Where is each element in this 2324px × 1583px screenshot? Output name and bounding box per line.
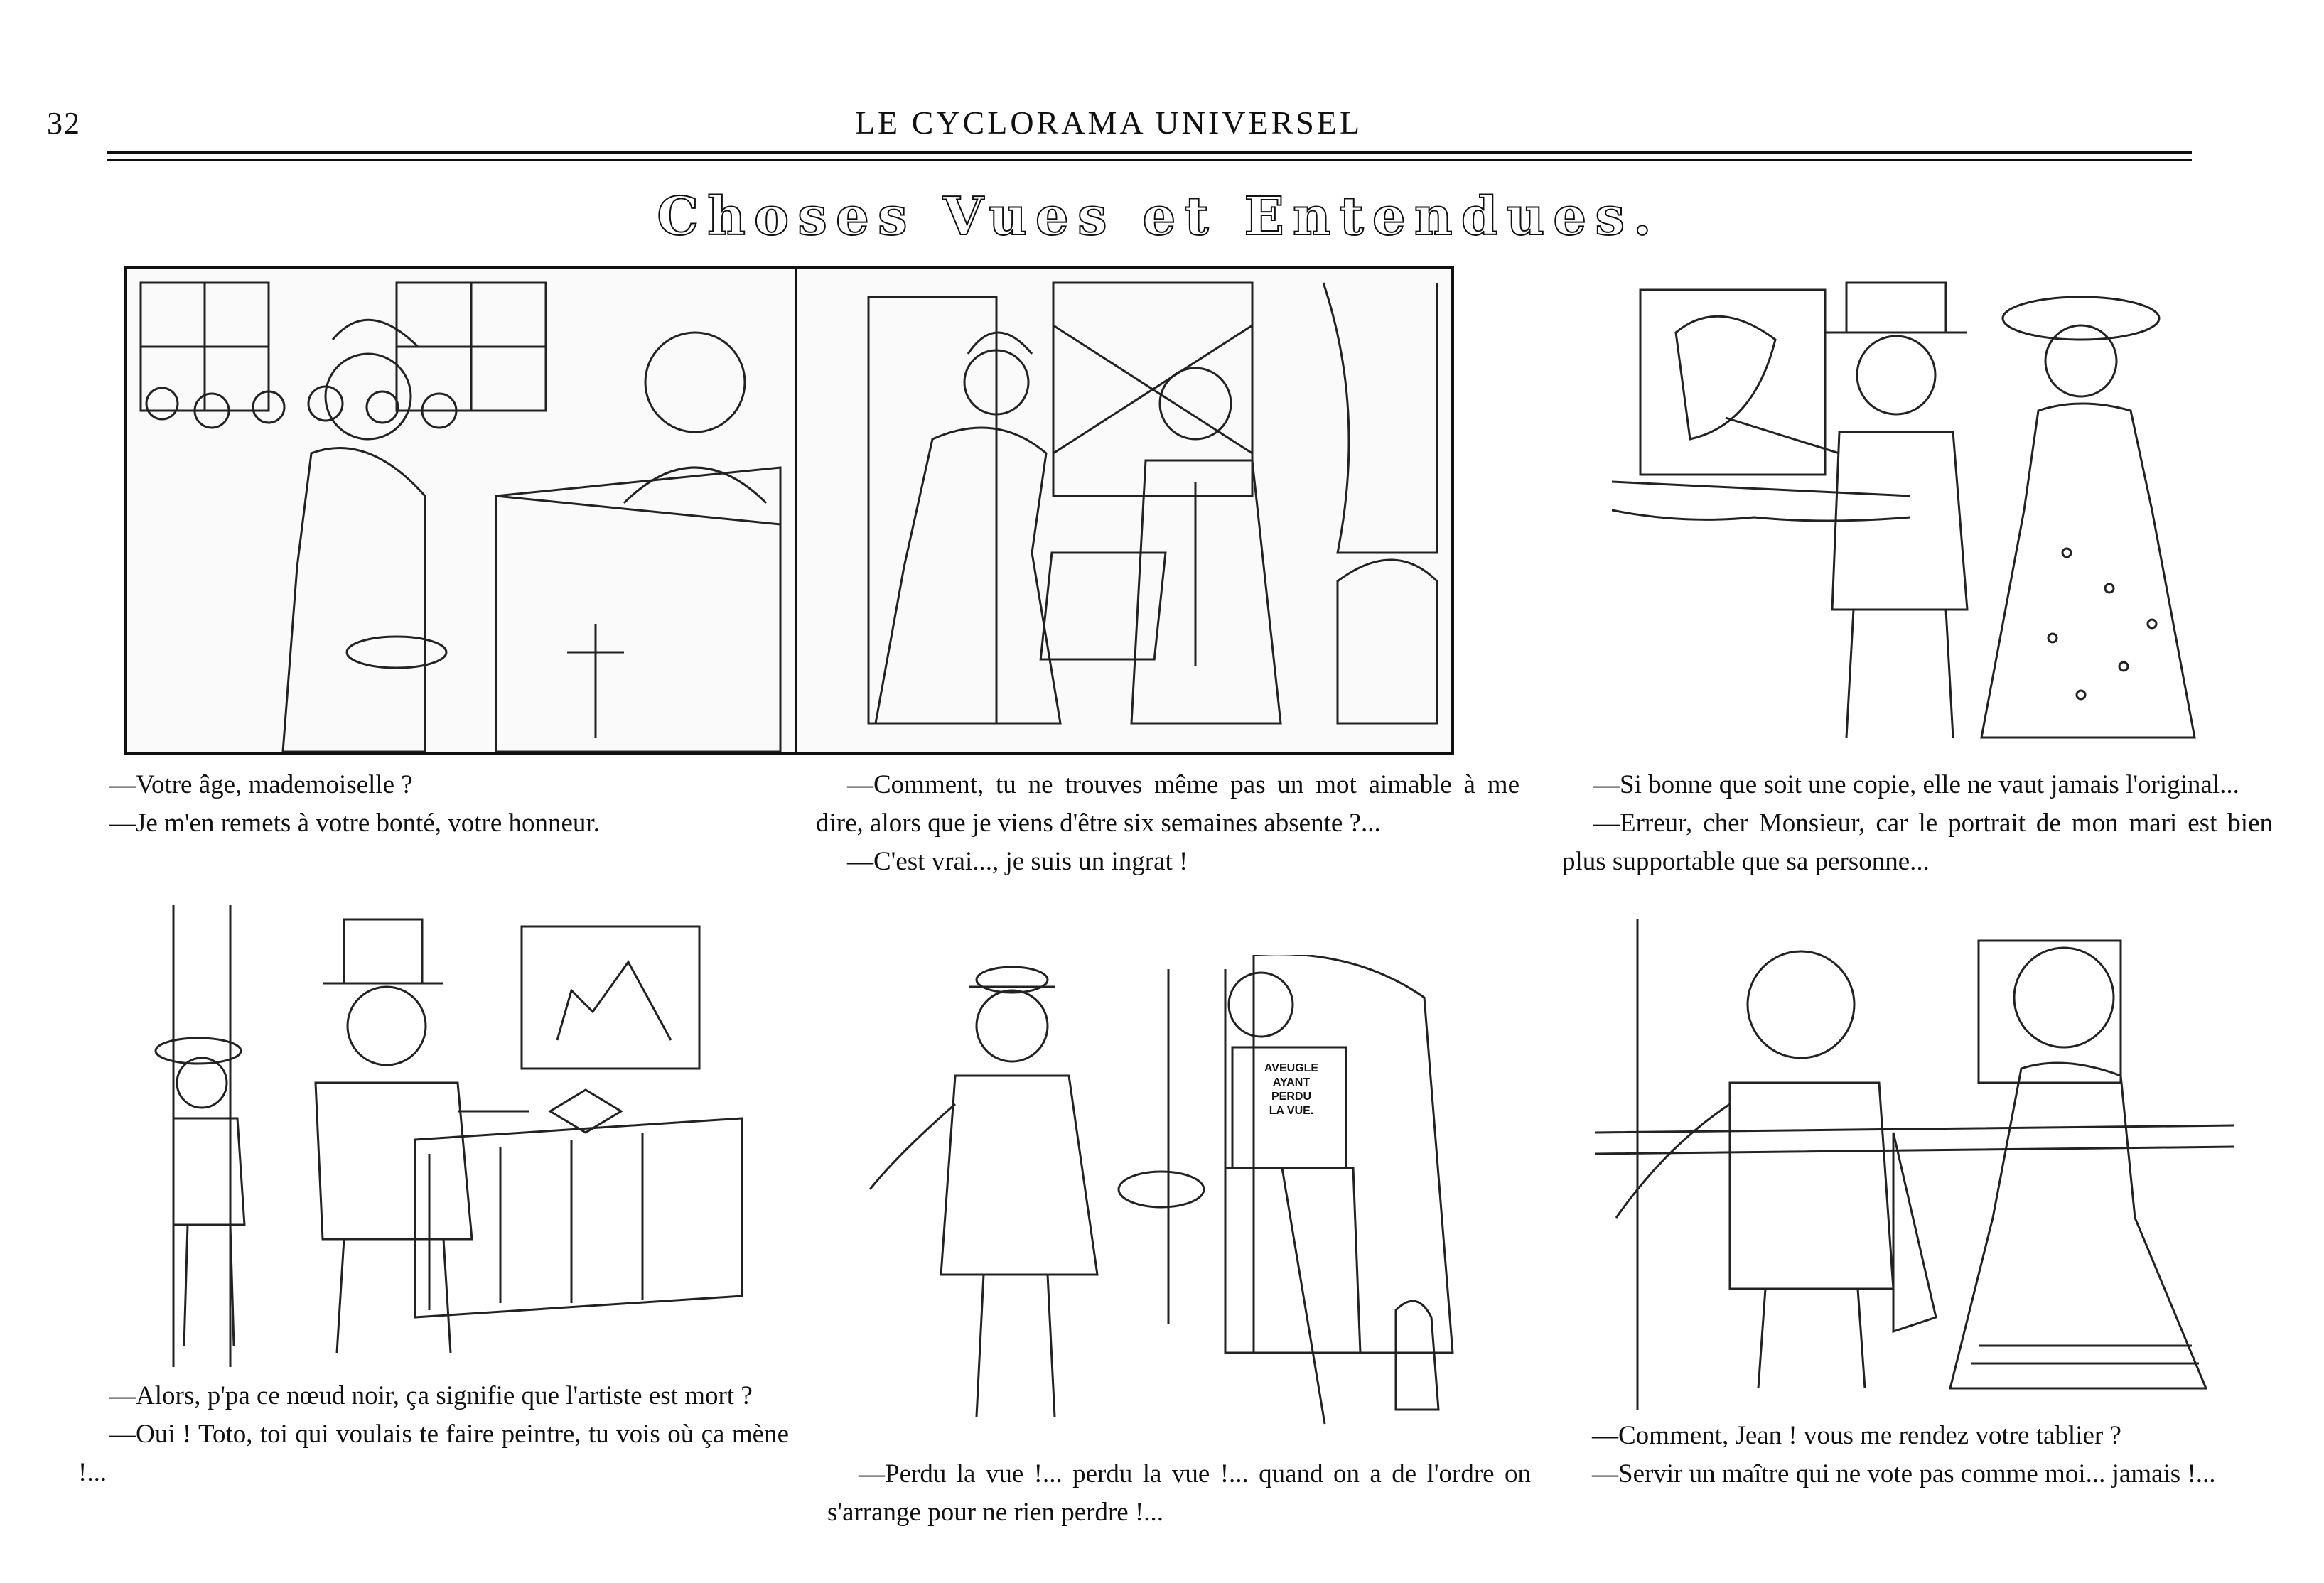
caption-portrait-line-2: —Erreur, cher Monsieur, car le portrait de mon mari est bien plus supportable que sa personne... <box>1562 809 2273 876</box>
caption-return-line-1: —Comment, tu ne trouves même pas un mot aimable à me dire, alors que je viens d'être six semaines absente ?... <box>816 770 1519 838</box>
caption-toto-line-1: —Alors, p'pa ce nœud noir, ça signifie que l'artiste est mort ? <box>109 1381 753 1410</box>
caption-portrait <box>1562 766 2273 881</box>
illustration-courtroom <box>124 266 797 755</box>
beggar-sign-line-2: AYANT <box>1272 1076 1311 1088</box>
beggar-sign-line-1: AVEUGLE <box>1264 1062 1319 1074</box>
beggar-sign-line-4: LA VUE. <box>1269 1105 1314 1117</box>
illustration-portrait <box>1609 266 2233 755</box>
caption-return-line-2: —C'est vrai..., je suis un ingrat ! <box>847 847 1188 876</box>
beggar-sign <box>1238 1061 1345 1118</box>
illustration-blind <box>853 952 1519 1441</box>
caption-court-line-1: —Votre âge, mademoiselle ? <box>109 770 413 799</box>
caption-blind <box>827 1455 1531 1532</box>
caption-servant-line-2: —Servir un maître qui ne vote pas comme moi... jamais !... <box>1592 1459 2216 1489</box>
page-number: 32 <box>47 106 81 141</box>
caption-portrait-line-1: —Si bonne que soit une copie, elle ne vaut jamais l'original... <box>1593 770 2239 799</box>
caption-blind-line-1: —Perdu la vue !... perdu la vue !... quand on a de l'ordre on s'arrange pour ne rien perdre !... <box>827 1459 1531 1527</box>
header-rule <box>107 151 2192 154</box>
illustration-toto <box>128 902 759 1370</box>
section-title: Choses Vues et Entendues. <box>657 186 1660 247</box>
caption-toto-line-2: —Oui ! Toto, toi qui voulais te faire peintre, tu vois où ça mène !... <box>78 1420 789 1487</box>
beggar-sign-line-3: PERDU <box>1271 1091 1311 1103</box>
running-head: LE CYCLORAMA UNIVERSEL <box>854 104 1363 141</box>
illustration-servant <box>1592 917 2237 1412</box>
illustration-return <box>795 266 1454 755</box>
caption-toto <box>78 1377 789 1492</box>
caption-court <box>78 766 782 843</box>
header-rule-thin <box>107 159 2192 161</box>
caption-servant-line-1: —Comment, Jean ! vous me rendez votre tablier ? <box>1592 1421 2121 1450</box>
caption-court-line-2: —Je m'en remets à votre bonté, votre honneur. <box>109 809 600 838</box>
caption-servant <box>1561 1417 2274 1493</box>
caption-return <box>816 766 1519 881</box>
